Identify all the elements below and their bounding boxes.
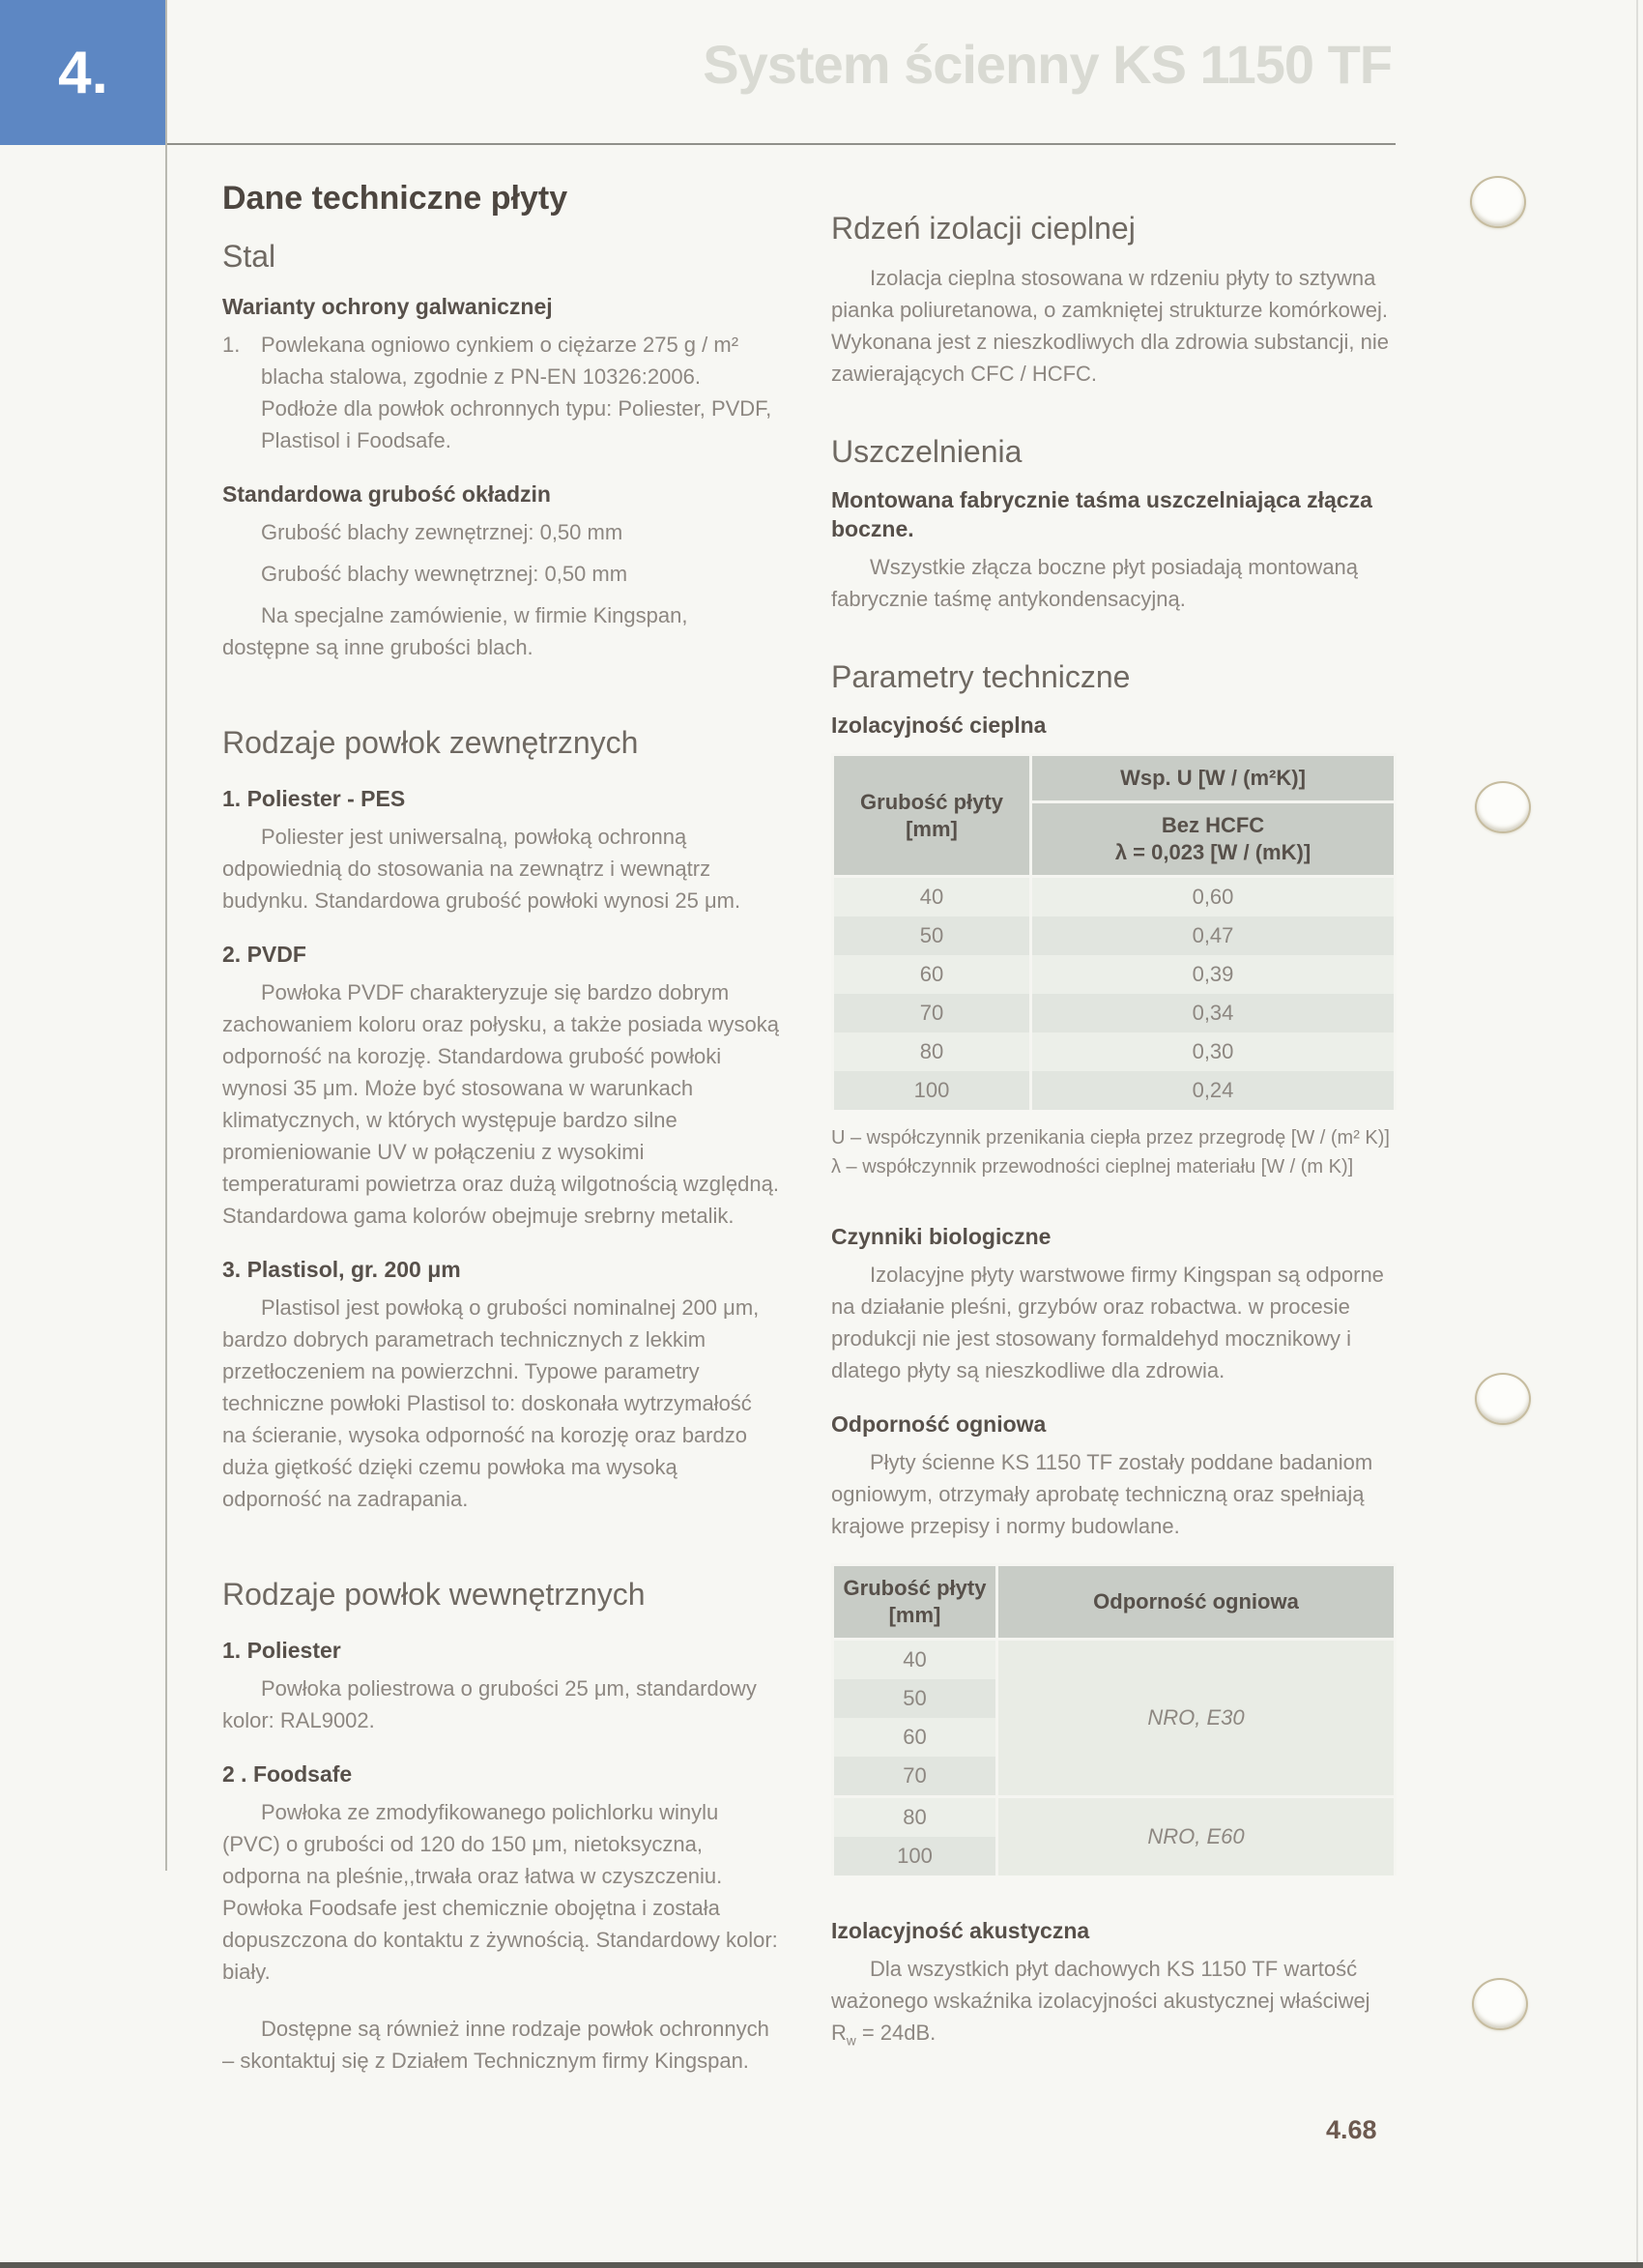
- section-heading-core: Rdzeń izolacji cieplnej: [831, 211, 1136, 246]
- binder-hole: [1475, 781, 1531, 833]
- list-item-number: 1.: [222, 333, 241, 357]
- table-row: 40 0,60: [833, 877, 1396, 917]
- biological-title: Czynniki biologiczne: [831, 1224, 1052, 1249]
- acoustic-rw-subscript: w: [846, 2033, 856, 2049]
- binder-hole: [1475, 1373, 1531, 1425]
- seals-lead: Montowana fabrycznie taśma uszczelniająca złącza boczne.: [831, 487, 1372, 541]
- thermal-col-thickness-header: Grubość płyty [mm]: [833, 755, 1031, 877]
- thickness-title: Standardowa grubość okładzin: [222, 481, 551, 507]
- coating-body-pvdf: Powłoka PVDF charakteryzuje się bardzo dobrym zachowaniem koloru oraz połysku, a także posiada wysoką odporność na korozję. Standardowa grubość powłoki wynosi 35 μm. Może być stosowana w warunkach klimatycznych, w których występuje bardzo silne promieniowanie UV w połączeniu z wysokimi temperaturami powietrza oraz dużą wilgotnością względną. Standardowa gama kolorów obejmuje srebrny metalik.: [222, 980, 779, 1228]
- fire-resistance-title: Odporność ogniowa: [831, 1411, 1047, 1437]
- table-row: 80 0,30: [833, 1032, 1396, 1071]
- coating-title-plastisol: 3. Plastisol, gr. 200 μm: [222, 1257, 461, 1282]
- internal-coating-title-foodsafe: 2 . Foodsafe: [222, 1761, 353, 1787]
- left-margin-rule: [165, 0, 167, 1871]
- thermal-col-u-header: Wsp. U [W / (m²K)]: [1031, 755, 1396, 802]
- scan-bottom-edge: [0, 2262, 1643, 2268]
- fire-col-thickness-header: Grubość płyty [mm]: [833, 1565, 997, 1640]
- thermal-insulation-title: Izolacyjność cieplna: [831, 712, 1047, 738]
- fire-rating-high: NRO, E60: [997, 1797, 1396, 1876]
- internal-coating-body-poliester: Powłoka poliestrowa o grubości 25 μm, standardowy kolor: RAL9002.: [222, 1676, 757, 1732]
- chapter-number: 4.: [58, 39, 108, 106]
- binder-hole: [1472, 1978, 1528, 2030]
- table-row: 80 NRO, E60: [833, 1797, 1396, 1838]
- thermal-col-u-subheader: Bez HCFC λ = 0,023 [W / (mK)]: [1031, 802, 1396, 877]
- table-row: 70 0,34: [833, 994, 1396, 1032]
- coating-body-plastisol: Plastisol jest powłoką o grubości nominalnej 200 μm, bardzo dobrych parametrach technicznych z lekkim przetłoczeniem na powierzchni. Typowe parametry techniczne powłoki Plastisol to: doskonała wytrzymałość na ścieranie, wysoka odporność na korozję oraz bardzo duża giętkość dzięki czemu powłoka ma wysoką odporność na zadrapania.: [222, 1295, 760, 1511]
- footnote-u: U – współczynnik przenikania ciepła przez przegrodę [W / (m² K)]: [831, 1127, 1390, 1149]
- table-row: 60: [833, 1718, 1396, 1757]
- thickness-inner: Grubość blachy wewnętrznej: 0,50 mm: [261, 562, 628, 586]
- acoustic-body: Dla wszystkich płyt dachowych KS 1150 TF wartość ważonego wskaźnika izolacyjności akustycznej właściwej $R_w = 24dB$.: [831, 1957, 1370, 2049]
- thickness-note: Na specjalne zamówienie, w firmie Kingspan, dostępne są inne grubości blach.: [222, 603, 688, 659]
- left-column: [222, 180, 781, 2084]
- thickness-outer: Grubość blachy zewnętrznej: 0,50 mm: [261, 520, 623, 544]
- page-edge-shadow: [1636, 0, 1638, 2268]
- list-item-text: Powlekana ogniowo cynkiem o ciężarze 275 g / m² blacha stalowa, zgodnie z PN-EN 10326:2006. Podłoże dla powłok ochronnych typu: Poliester, PVDF, Plastisol i Foodsafe.: [261, 333, 772, 452]
- coating-title-poliester-pes: 1. Poliester - PES: [222, 786, 406, 811]
- core-body: Izolacja cieplna stosowana w rdzeniu płyty to sztywna pianka poliuretanowa, o zamkniętej strukturze komórkowej. Wykonana jest z nieszkodliwych dla zdrowia substancji, nie zawierających CFC / HCFC.: [831, 266, 1389, 386]
- right-column: [831, 211, 1397, 2064]
- acoustic-rw-symbol: R: [831, 2021, 847, 2045]
- fire-resistance-body: Płyty ścienne KS 1150 TF zostały poddane badaniom ogniowym, otrzymały aprobatę techniczną oraz spełniają krajowe przepisy i normy budowlane.: [831, 1450, 1373, 1538]
- seals-body: Wszystkie złącza boczne płyt posiadają montowaną fabrycznie taśmę antykondensacyjną.: [831, 555, 1359, 611]
- galvanic-variant-item: [222, 329, 781, 456]
- fire-resistance-table: [831, 1563, 1397, 1875]
- internal-coating-title-poliester: 1. Poliester: [222, 1638, 341, 1663]
- acoustic-title: Izolacyjność akustyczna: [831, 1918, 1090, 1943]
- table-row: 40 NRO, E30: [833, 1640, 1396, 1680]
- table-row: 70: [833, 1757, 1396, 1797]
- page-number: 4.68: [1326, 2115, 1377, 2144]
- table-row: 50 0,47: [833, 916, 1396, 955]
- other-coatings-note: Dostępne są również inne rodzaje powłok ochronnych – skontaktuj się z Działem Technicznym firmy Kingspan.: [222, 2017, 769, 2073]
- internal-coating-body-foodsafe: Powłoka ze zmodyfikowanego polichlorku winylu (PVC) o grubości od 120 do 150 μm, nietoksyczna, odporna na pleśnie,,trwała oraz łatwa w czyszczeniu. Powłoka Foodsafe jest chemicznie obojętna i została dopuszczona do kontaktu z żywnością. Standardowy kolor: biały.: [222, 1800, 778, 1984]
- document-title: System ścienny KS 1150 TF: [703, 34, 1392, 95]
- thermal-insulation-table: [831, 753, 1397, 1110]
- binder-hole: [1470, 176, 1526, 228]
- coating-body-poliester-pes: Poliester jest uniwersalną, powłoką ochronną odpowiednią do stosowania na zewnątrz i wewnątrz budynku. Standardowa grubość powłoki wynosi 25 μm.: [222, 825, 741, 913]
- section-heading-technical-params: Parametry techniczne: [831, 659, 1131, 694]
- header-divider: [166, 143, 1396, 145]
- subsection-heading-stal: Stal: [222, 239, 276, 274]
- section-heading-external-coatings: Rodzaje powłok zewnętrznych: [222, 725, 639, 760]
- biological-body: Izolacyjne płyty warstwowe firmy Kingspan są odporne na działanie pleśni, grzybów oraz robactwa. w procesie produkcji nie jest stosowany formaldehyd mocznikowy i dlatego płyty są nieszkodliwe dla zdrowia.: [831, 1263, 1384, 1382]
- table-row: 100 0,24: [833, 1071, 1396, 1110]
- table-row: 100: [833, 1837, 1396, 1875]
- coating-title-pvdf: 2. PVDF: [222, 942, 306, 967]
- acoustic-rw-value: = 24dB.: [855, 2021, 937, 2045]
- chapter-number-box: [0, 0, 166, 145]
- fire-col-rating-header: Odporność ogniowa: [997, 1565, 1396, 1640]
- section-heading-dane-techniczne: Dane techniczne płyty: [222, 180, 568, 217]
- section-heading-seals: Uszczelnienia: [831, 434, 1023, 469]
- section-heading-internal-coatings: Rodzaje powłok wewnętrznych: [222, 1577, 646, 1612]
- galvanic-variants-title: Warianty ochrony galwanicznej: [222, 294, 553, 319]
- footnote-lambda: λ – współczynnik przewodności cieplnej materiału [W / (m K)]: [831, 1156, 1354, 1178]
- fire-rating-low: NRO, E30: [997, 1640, 1396, 1797]
- table-row: 50: [833, 1679, 1396, 1718]
- table-row: 60 0,39: [833, 955, 1396, 994]
